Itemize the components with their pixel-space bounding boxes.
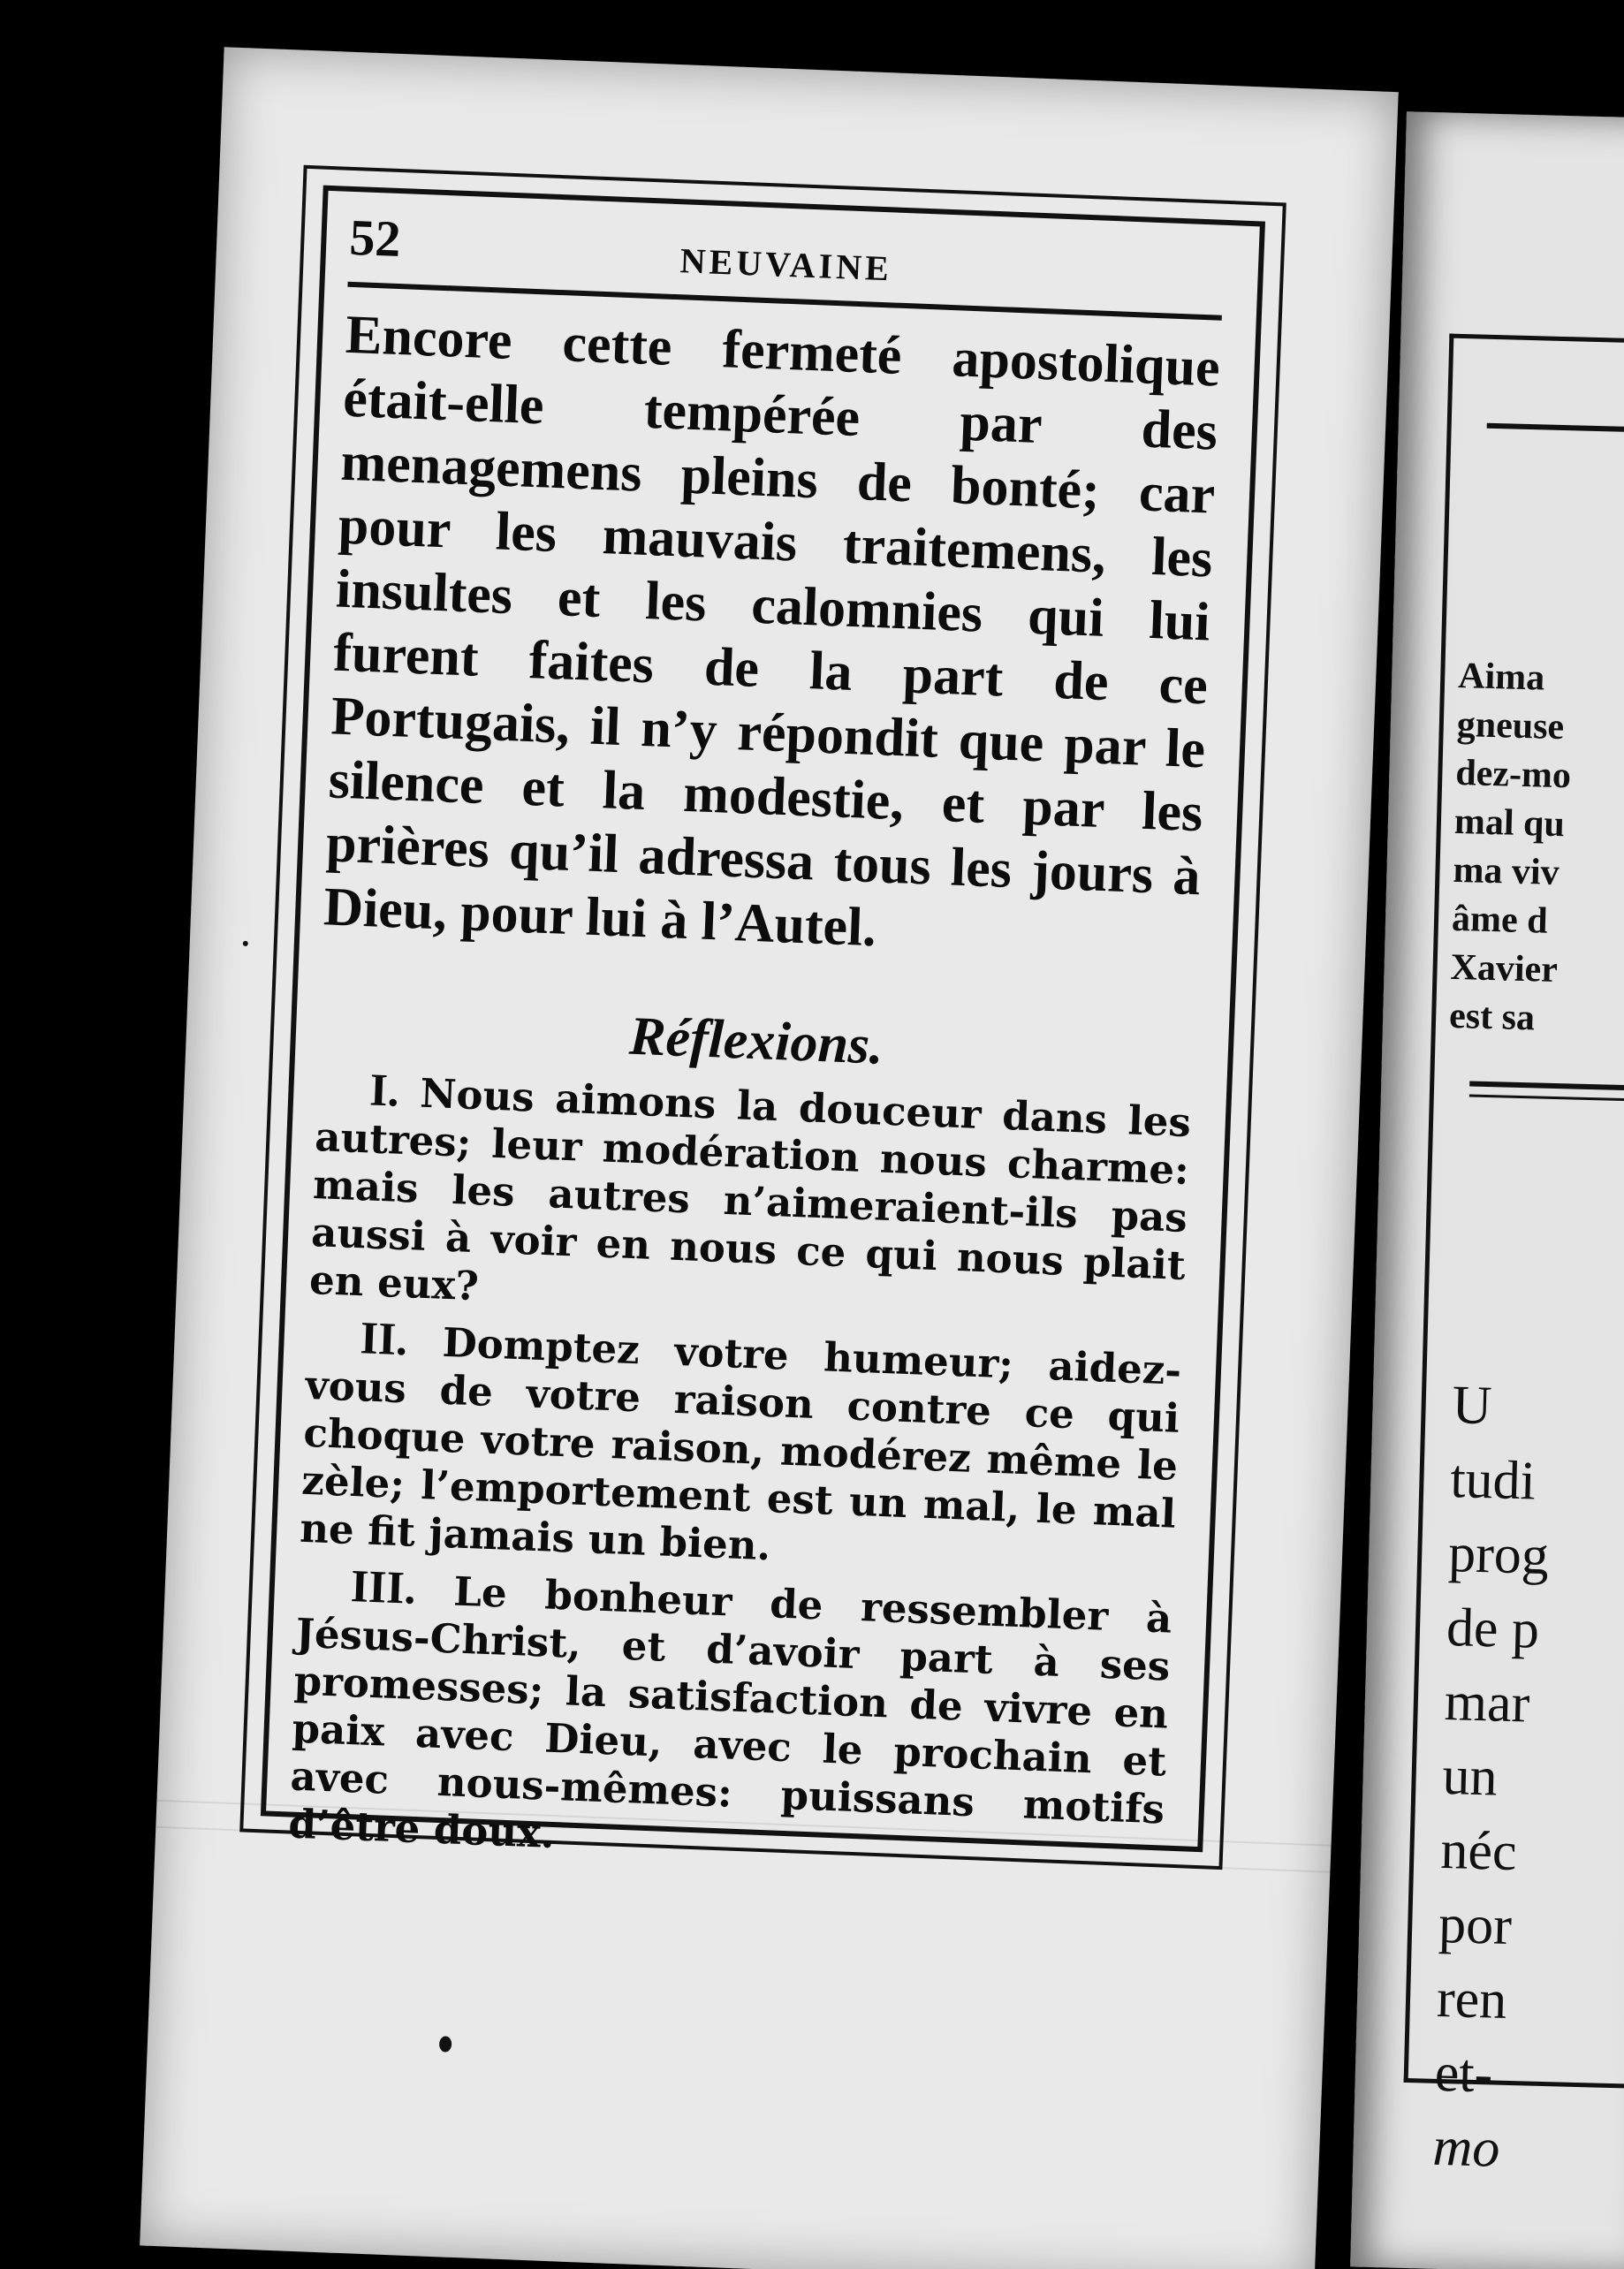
right-page-upper-text (1448, 652, 1624, 1046)
left-page (140, 47, 1399, 2269)
reflection-1 (308, 1065, 1192, 1338)
text-line: ren (1436, 1968, 1508, 2030)
reflection-text: Le bonheur de ressembler à Jésus-Christ, et d’avoir part à ses promesses; la satisfaction de vivre en paix avec Dieu, avec le prochain et avec nous-mêmes: puissans motifs d’être doux. (287, 1567, 1173, 1858)
text-line: âme d (1451, 898, 1549, 942)
reflection-numeral: I. (368, 1065, 400, 1117)
text-line: de p (1446, 1597, 1540, 1660)
page-number: 52 (348, 208, 402, 269)
reflection-text: Nous aimons la douceur dans les autres; leur modération nous charme: mais les autres n’aimeraient-ils pas aussi à voir en nous ce qui nous plait en eux? (308, 1069, 1192, 1310)
text-line: ma viv (1452, 849, 1560, 894)
right-page-lower-text (1432, 1368, 1624, 2189)
text-line: por (1438, 1893, 1513, 1957)
text-line: tudi (1449, 1449, 1537, 1512)
text-line: un (1441, 1745, 1499, 1808)
text-line: Xavier (1450, 946, 1559, 991)
ink-speck (243, 941, 248, 946)
text-line: prog (1447, 1523, 1550, 1586)
text-line: mo (1431, 2116, 1501, 2179)
text-line: est sa (1448, 995, 1536, 1039)
ink-speck (439, 2036, 452, 2053)
reflection-numeral: II. (359, 1313, 409, 1366)
text-line: néc (1439, 1819, 1518, 1883)
running-head: NEUVAINE (679, 240, 893, 289)
reflection-numeral: III. (349, 1561, 417, 1614)
text-line: et- (1434, 2042, 1494, 2105)
right-page (1350, 111, 1624, 2269)
text-line: Aima (1457, 655, 1545, 699)
body-paragraph: Encore cette fermeté apostolique était-elle tempérée par des menagemens pleins de bonté; car pour les mauvais traitemens, les insultes et les calomnies qui lui furent faites de la part de ce Portugais, il n’y répondit que par le silence et la modestie, et par les prières qu’il adressa tous les jours à Dieu, pour lui à l’Autel. (323, 304, 1221, 959)
reflection-text: Domptez votre humeur; aidez-vous de votre raison contre ce qui choque votre raison, modérez même le zèle; l’emportement est un mal, le mal ne fit jamais un bien. (299, 1318, 1183, 1570)
text-line: mal qu (1453, 801, 1566, 846)
text-line: gneuse (1456, 703, 1565, 748)
text-line: mar (1444, 1671, 1531, 1734)
page-content (287, 202, 1225, 1891)
reflection-3 (288, 1561, 1173, 1882)
text-line: dez-mo (1454, 752, 1572, 797)
text-line: U (1451, 1375, 1493, 1437)
reflection-2 (299, 1313, 1182, 1586)
section-title: Réflexions. (627, 1005, 884, 1076)
